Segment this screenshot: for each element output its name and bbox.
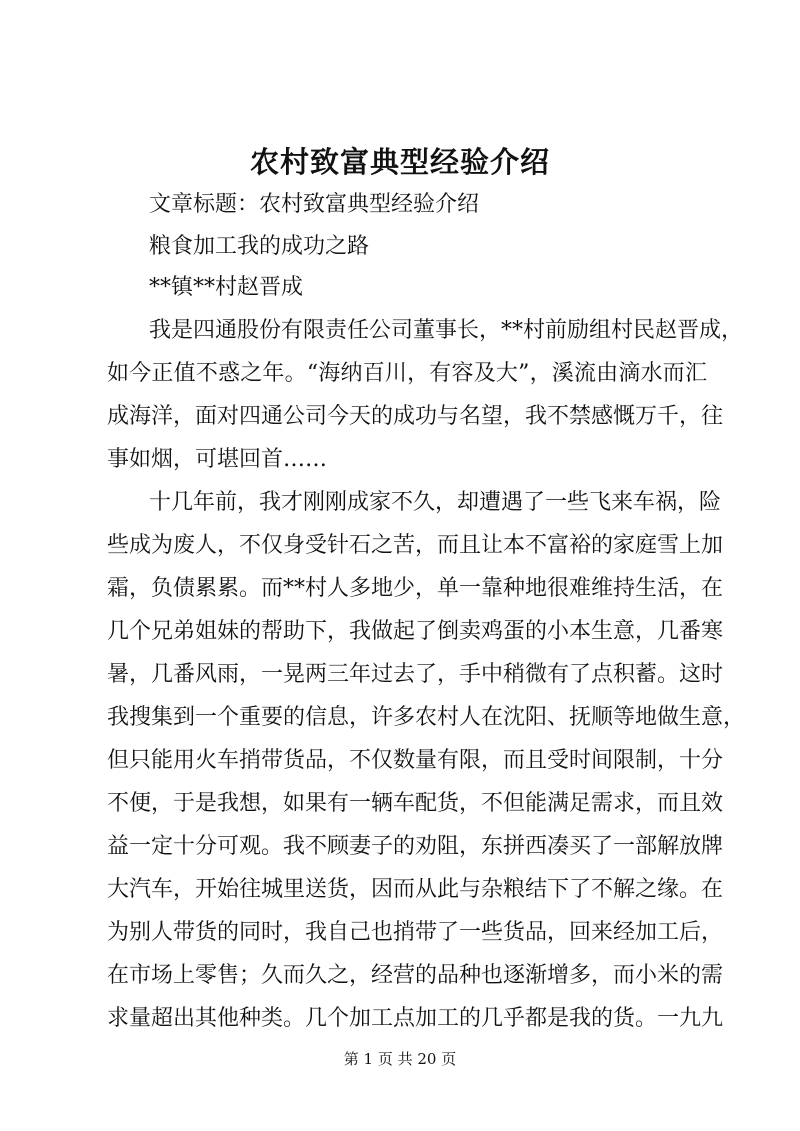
page-number-footer: 第 1 页 共 20 页 bbox=[343, 1050, 457, 1068]
document-title: 农村致富典型经验介绍 bbox=[249, 145, 550, 179]
paragraph-line: 些成为废人，不仅身受针石之苦，而且让本不富裕的家庭雪上加 bbox=[107, 533, 724, 558]
article-title-line: 文章标题：农村致富典型经验介绍 bbox=[149, 192, 480, 217]
paragraph-line: 十几年前，我才刚刚成家不久，却遭遇了一些飞来车祸，险 bbox=[149, 490, 722, 515]
paragraph-line: 几个兄弟姐妹的帮助下，我做起了倒卖鸡蛋的小本生意，几番寒 bbox=[107, 619, 724, 644]
paragraph-line: 为别人带货的同时，我自己也捎带了一些货品，回来经加工后， bbox=[107, 920, 724, 945]
paragraph-line: 在市场上零售；久而久之，经营的品种也逐渐增多，而小米的需 bbox=[107, 963, 724, 988]
subtitle-line: 粮食加工我的成功之路 bbox=[149, 234, 370, 259]
paragraph-line: 我搜集到一个重要的信息，许多农村人在沈阳、抚顺等地做生意， bbox=[107, 705, 746, 730]
paragraph-line: 霜，负债累累。而**村人多地少，单一靠种地很难维持生活，在 bbox=[107, 576, 724, 601]
paragraph-line: 益一定十分可观。我不顾妻子的劝阻，东拼西凑买了一部解放牌 bbox=[107, 834, 724, 859]
paragraph-line: 大汽车，开始往城里送货，因而从此与杂粮结下了不解之缘。在 bbox=[107, 877, 724, 902]
paragraph-line: 但只能用火车捎带货品，不仅数量有限，而且受时间限制，十分 bbox=[107, 748, 724, 773]
paragraph-line: 求量超出其他种类。几个加工点加工的几乎都是我的货。一九九 bbox=[107, 1006, 724, 1031]
paragraph-line: 如今正值不惑之年。“海纳百川，有容及大”，溪流由滴水而汇 bbox=[107, 361, 707, 386]
paragraph-line: 事如烟，可堪回首…… bbox=[107, 447, 328, 472]
paragraph-line: 我是四通股份有限责任公司董事长，**村前励组村民赵晋成， bbox=[149, 318, 744, 343]
paragraph-line: 暑，几番风雨，一晃两三年过去了，手中稍微有了点积蓄。这时 bbox=[107, 662, 724, 687]
paragraph-line: 成海洋，面对四通公司今天的成功与名望，我不禁感慨万千，往 bbox=[107, 404, 724, 429]
paragraph-line: 不便，于是我想，如果有一辆车配货，不但能满足需求，而且效 bbox=[107, 791, 724, 816]
author-line: **镇**村赵晋成 bbox=[149, 275, 304, 300]
